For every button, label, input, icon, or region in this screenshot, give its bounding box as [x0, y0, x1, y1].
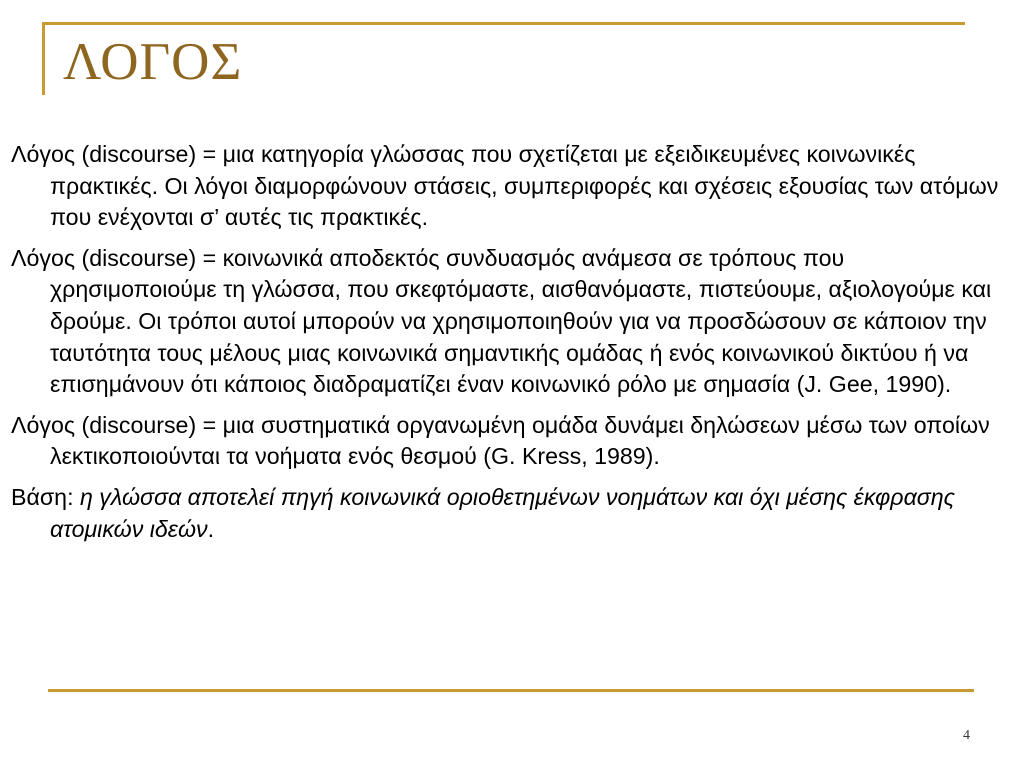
definition-paragraph-1: Λόγος (discourse) = μια κατηγορία γλώσσας που σχετίζεται με εξειδικευμένες κοινωνικές πρακτικές. Οι λόγοι διαμορφώνουν στάσεις, συμπεριφορές και σχέσεις εξουσίας των ατόμων που ενέχονται σ’ αυτές τις πρακτικές. — [11, 141, 999, 231]
definition-paragraph-3: Λόγος (discourse) = μια συστηματικά οργανωμένη ομάδα δυνάμει δηλώσεων μέσω των οποίων λεκτικοποιούνται τα νοήματα ενός θεσμού (G. Kress, 1989). — [11, 411, 990, 470]
slide-body — [11, 139, 1011, 545]
title-frame-top-rule — [42, 22, 965, 25]
title-frame-left-rule — [42, 22, 45, 95]
basis-paragraph — [11, 482, 1011, 545]
basis-label: Βάση: — [11, 483, 80, 510]
slide-title: ΛΟΓΟΣ — [63, 33, 243, 91]
footer-rule — [48, 689, 974, 692]
basis-emphasis: η γλώσσα αποτελεί πηγή κοινωνικά οριοθετημένων νοημάτων και όχι μέσης έκφρασης ατομικών ιδεών — [50, 483, 955, 542]
page-number: 4 — [963, 728, 970, 743]
definition-paragraph-2: Λόγος (discourse) = κοινωνικά αποδεκτός συνδυασμός ανάμεσα σε τρόπους που χρησιμοποιούμε τη γλώσσα, που σκεφτόμαστε, αισθανόμαστε, πιστεύουμε, αξιολογούμε και δρούμε. Οι τρόποι αυτοί μπορούν να χρησιμοποιηθούν για να προσδώσουν σε κάποιον την ταυτότητα τους μέλους μιας κοινωνικά σημαντικής ομάδας ή ενός κοινωνικού δικτύου ή να επισημάνουν ότι κάποιος διαδραματίζει έναν κοινωνικό ρόλο με σημασία (J. Gee, 1990). — [11, 244, 992, 398]
basis-end: . — [207, 515, 215, 542]
